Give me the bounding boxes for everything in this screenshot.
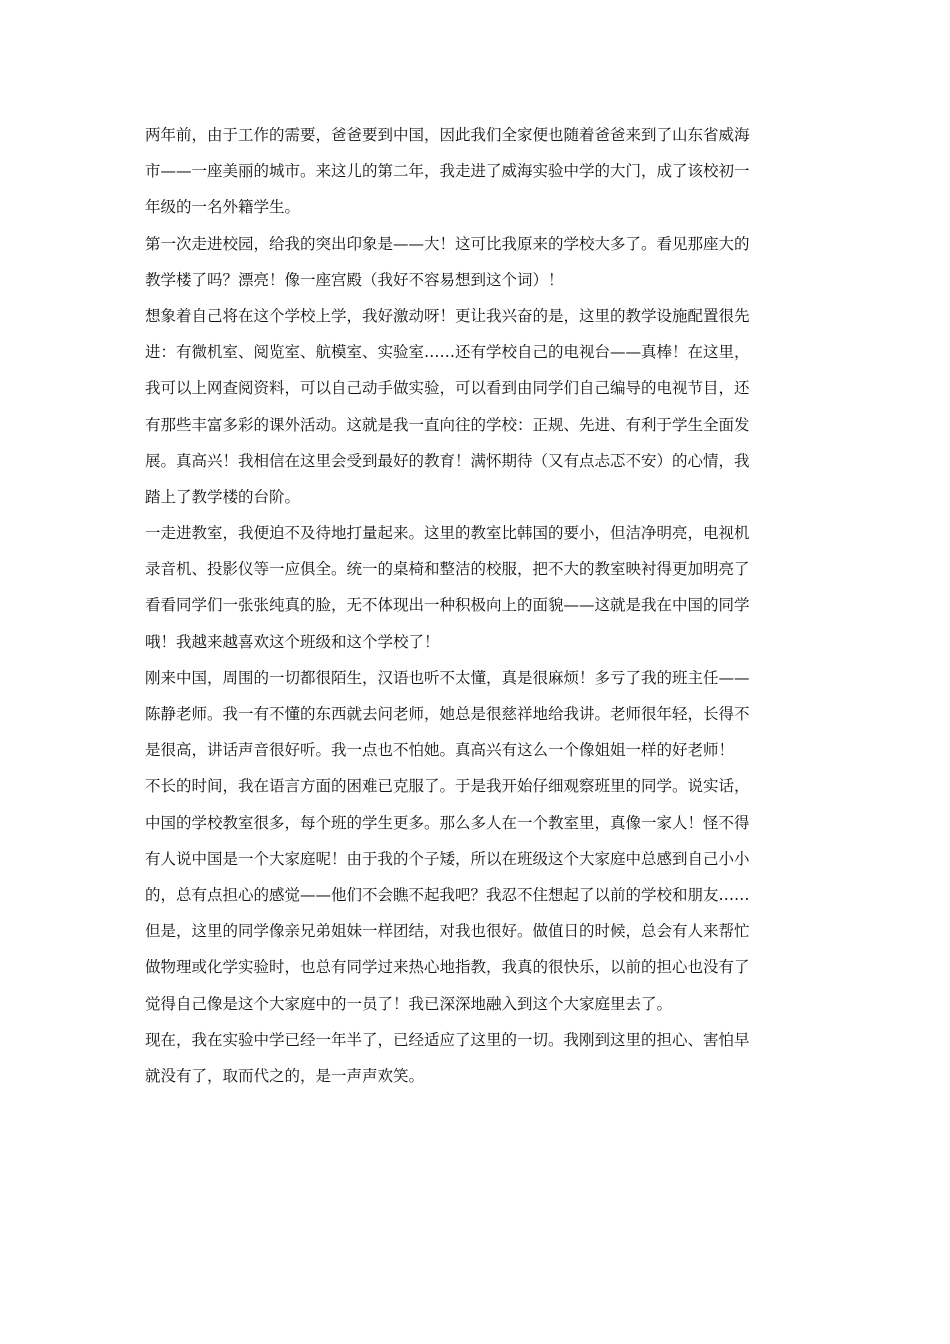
text-line: 刚来中国，周围的一切都很陌生，汉语也听不太懂，真是很麻烦！多亏了我的班主任—— <box>145 668 750 687</box>
text-line: 的，总有点担心的感觉——他们不会瞧不起我吧？我忍不住想起了以前的学校和朋友…… <box>145 885 750 904</box>
text-line: 陈静老师。我一有不懂的东西就去问老师，她总是很慈祥地给我讲。老师很年轻，长得不 <box>145 705 750 723</box>
paragraph-2 <box>145 231 805 303</box>
text-line: 看看同学们一张张纯真的脸，无不体现出一种积极向上的面貌——这就是我在中国的同学 <box>145 596 750 615</box>
essay-body <box>145 122 805 1089</box>
paragraph-6 <box>145 773 805 918</box>
text-line: 我可以上网查阅资料，可以自己动手做实验，可以看到由同学们自己编导的电视节目，还 <box>145 379 750 398</box>
text-line: 哦！我越来越喜欢这个班级和这个学校了！ <box>145 632 440 651</box>
text-line: 做物理或化学实验时，也总有同学过来热心地指教，我真的很快乐，以前的担心也没有了 <box>145 958 750 977</box>
text-line: 现在，我在实验中学已经一年半了，已经适应了这里的一切。我刚到这里的担心、害怕早 <box>145 1030 750 1049</box>
paragraph-5 <box>145 665 805 774</box>
text-line: 但是，这里的同学像亲兄弟姐妹一样团结，对我也很好。做值日的时候，总会有人来帮忙 <box>145 922 750 941</box>
text-line: 不长的时间，我在语言方面的困难已克服了。于是我开始仔细观察班里的同学。说实话， <box>145 777 750 796</box>
text-line: 一走进教室，我便迫不及待地打量起来。这里的教室比韩国的要小，但洁净明亮，电视机 <box>145 524 750 543</box>
text-line: 进：有微机室、阅览室、航模室、实验室……还有学校自己的电视台——真棒！在这里， <box>145 343 750 362</box>
text-line: 两年前，由于工作的需要，爸爸要到中国，因此我们全家便也随着爸爸来到了山东省威海 <box>145 126 750 144</box>
paragraph-7 <box>145 918 805 1027</box>
paragraph-4 <box>145 520 805 665</box>
text-line: 年级的一名外籍学生。 <box>145 198 301 217</box>
paragraph-8 <box>145 1027 805 1089</box>
text-line: 市——一座美丽的城市。来这儿的第二年，我走进了威海实验中学的大门，成了该校初一 <box>145 162 750 181</box>
text-line: 有人说中国是一个大家庭呢！由于我的个子矮，所以在班级这个大家庭中总感到自己小小 <box>145 849 750 868</box>
text-line: 第一次走进校园，给我的突出印象是——大！这可比我原来的学校大多了。看见那座大的 <box>145 234 750 253</box>
text-line: 中国的学校教室很多，每个班的学生更多。那么多人在一个教室里，真像一家人！怪不得 <box>145 813 750 832</box>
text-line: 踏上了教学楼的台阶。 <box>145 487 301 506</box>
text-line: 教学楼了吗？漂亮！像一座宫殿（我好不容易想到这个词）！ <box>145 270 564 289</box>
paragraph-3 <box>145 303 805 520</box>
text-line: 觉得自己像是这个大家庭中的一员了！我已深深地融入到这个大家庭里去了。 <box>145 994 673 1013</box>
text-line: 展。真高兴！我相信在这里会受到最好的教育！满怀期待（又有点忐忑不安）的心情，我 <box>145 451 750 470</box>
text-line: 录音机、投影仪等一应俱全。统一的桌椅和整洁的校服，把不大的教室映衬得更加明亮了 <box>145 560 750 579</box>
paragraph-1 <box>145 122 805 231</box>
text-line: 是很高，讲话声音很好听。我一点也不怕她。真高兴有这么一个像姐姐一样的好老师！ <box>145 741 735 760</box>
text-line: 就没有了，取而代之的，是一声声欢笑。 <box>145 1066 425 1085</box>
text-line: 想象着自己将在这个学校上学，我好激动呀！更让我兴奋的是，这里的教学设施配置很先 <box>145 306 750 325</box>
text-line: 有那些丰富多彩的课外活动。这就是我一直向往的学校：正规、先进、有利于学生全面发 <box>145 415 750 434</box>
